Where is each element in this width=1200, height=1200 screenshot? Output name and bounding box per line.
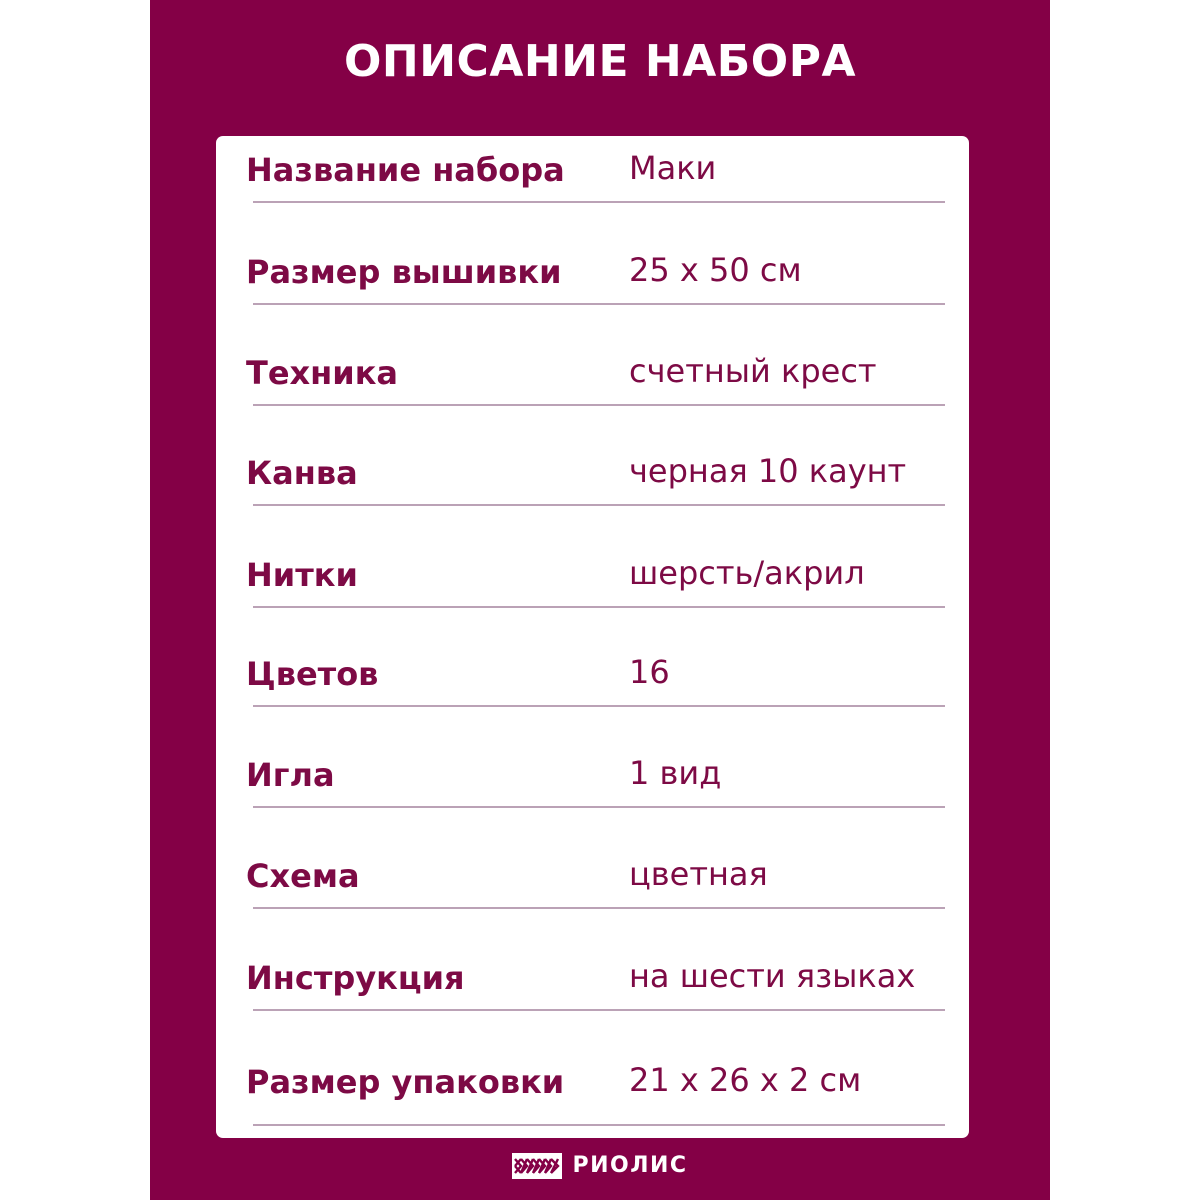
row-divider [253,806,945,808]
spec-value: шерсть/акрил [629,554,865,592]
spec-label: Схема [246,857,360,895]
spec-row-colors [216,640,969,740]
row-divider [253,303,945,305]
spec-row-embroidery-size [216,238,969,338]
spec-value: счетный крест [629,352,877,390]
spec-value: 1 вид [629,754,722,792]
row-divider [253,404,945,406]
spec-row-needle [216,741,969,841]
spec-row-technique [216,339,969,439]
row-divider [253,606,945,608]
row-divider [253,201,945,203]
page-title: ОПИСАНИЕ НАБОРА [343,36,857,87]
spec-label: Нитки [246,556,358,594]
row-divider [253,1009,945,1011]
row-divider [253,907,945,909]
spec-label: Техника [246,354,399,392]
spec-label: Размер вышивки [246,253,562,291]
row-divider [253,705,945,707]
spec-value: Маки [629,149,717,187]
footer-brand [150,1150,1050,1182]
brand-name: РИОЛИС [572,1153,688,1178]
spec-value: 16 [629,653,670,691]
spec-value: 25 x 50 см [629,251,802,289]
description-panel [150,0,1050,1200]
spec-label: Размер упаковки [246,1063,565,1101]
spec-row-canvas [216,439,969,539]
spec-label: Канва [246,454,358,492]
spec-row-kit-name [216,136,969,236]
spec-label: Название набора [246,151,565,189]
row-divider [253,1124,945,1126]
spec-value: цветная [629,855,768,893]
spec-value: 21 x 26 x 2 см [629,1061,862,1099]
spec-value: черная 10 каунт [629,452,907,490]
spec-label: Цветов [246,655,379,693]
row-divider [253,504,945,506]
spec-label: Игла [246,756,335,794]
spec-row-threads [216,541,969,641]
spec-value: на шести языках [629,957,916,995]
riolis-logo-icon [512,1153,562,1179]
spec-row-chart [216,842,969,942]
spec-row-instructions [216,944,969,1044]
spec-card [216,136,969,1138]
spec-row-package-size [216,1048,969,1148]
spec-label: Инструкция [246,959,465,997]
